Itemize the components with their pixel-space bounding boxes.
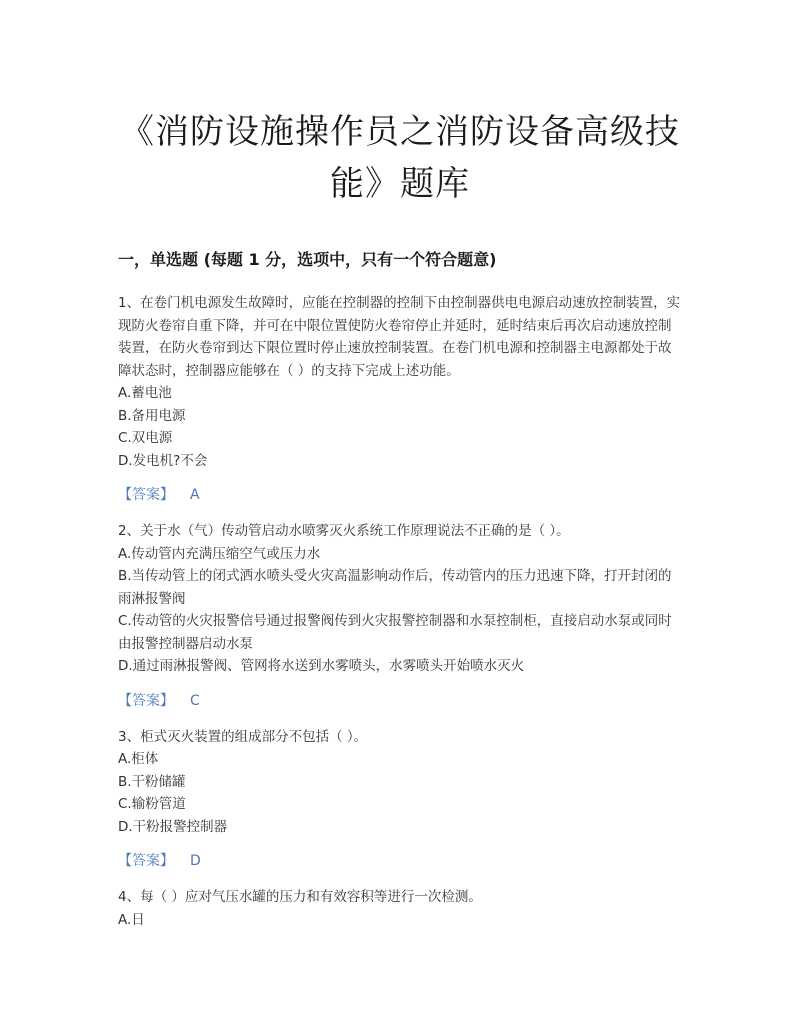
question-list: [118, 292, 684, 931]
option-a: A.日: [118, 911, 145, 928]
question-stem: 2、关于水（气）传动管启动水喷雾灭火系统工作原理说法不正确的是（ ）。: [118, 523, 570, 539]
option-a: A.柜体: [118, 751, 159, 767]
answer-label: 【答案】: [118, 692, 174, 709]
document-title-line-1: 《消防设施操作员之消防设备高级技: [120, 112, 680, 152]
answer-line: [118, 850, 684, 872]
option-c: C.输粉管道: [118, 796, 186, 812]
answer-line: [118, 484, 684, 506]
option-b: B.干粉储罐: [118, 773, 186, 790]
answer-value: D: [190, 853, 201, 869]
option-a: A.蓄电池: [118, 385, 172, 401]
answer-value: C: [190, 692, 200, 709]
question-stem: 1、在卷门机电源发生故障时，应能在控制器的控制下由控制器供电电源启动速放控制装置，实现防火卷帘自重下降，并可在中限位置使防火卷帘停止并延时，延时结束后再次启动速放控制装置，在防火卷帘到达下限位置时停止速放控制装置。在卷门机电源和控制器主电源都处于故障状态时，控制器应能够在（ ）的支持下完成上述功能。: [118, 295, 681, 379]
question-1: [118, 292, 684, 506]
answer-label: 【答案】: [118, 853, 174, 869]
question-stem: 4、每（ ）应对气压水罐的压力和有效容积等进行一次检测。: [118, 889, 482, 905]
option-a: A.传动管内充满压缩空气或压力水: [118, 545, 321, 562]
option-d: D.干粉报警控制器: [118, 818, 228, 835]
document-title-line-2: 能》题库: [330, 164, 470, 204]
option-c: C.传动管的火灾报警信号通过报警阀传到火灾报警控制器和水泵控制柜，直接启动水泵或同时由报警控制器启动水泵: [118, 613, 672, 652]
answer-value: A: [190, 487, 200, 503]
option-c: C.双电源: [118, 430, 173, 446]
option-b: B.当传动管上的闭式洒水喷头受火灾高温影响动作后，传动管内的压力迅速下降，打开封闭的雨淋报警阀: [118, 568, 672, 607]
option-b: B.备用电源: [118, 407, 186, 424]
question-3: [118, 726, 684, 873]
question-2: [118, 520, 684, 712]
question-4: [118, 886, 684, 931]
section-heading: 一，单选题 (每题 1 分，选项中，只有一个符合题意): [118, 250, 497, 269]
answer-label: 【答案】: [118, 487, 174, 503]
option-d: D.通过雨淋报警阀、管网将水送到水雾喷头，水雾喷头开始喷水灭火: [118, 658, 525, 674]
document-title: [100, 106, 700, 210]
question-stem: 3、柜式灭火装置的组成部分不包括（ ）。: [118, 728, 368, 745]
option-d: D.发电机?不会: [118, 452, 208, 469]
answer-line: [118, 690, 684, 712]
